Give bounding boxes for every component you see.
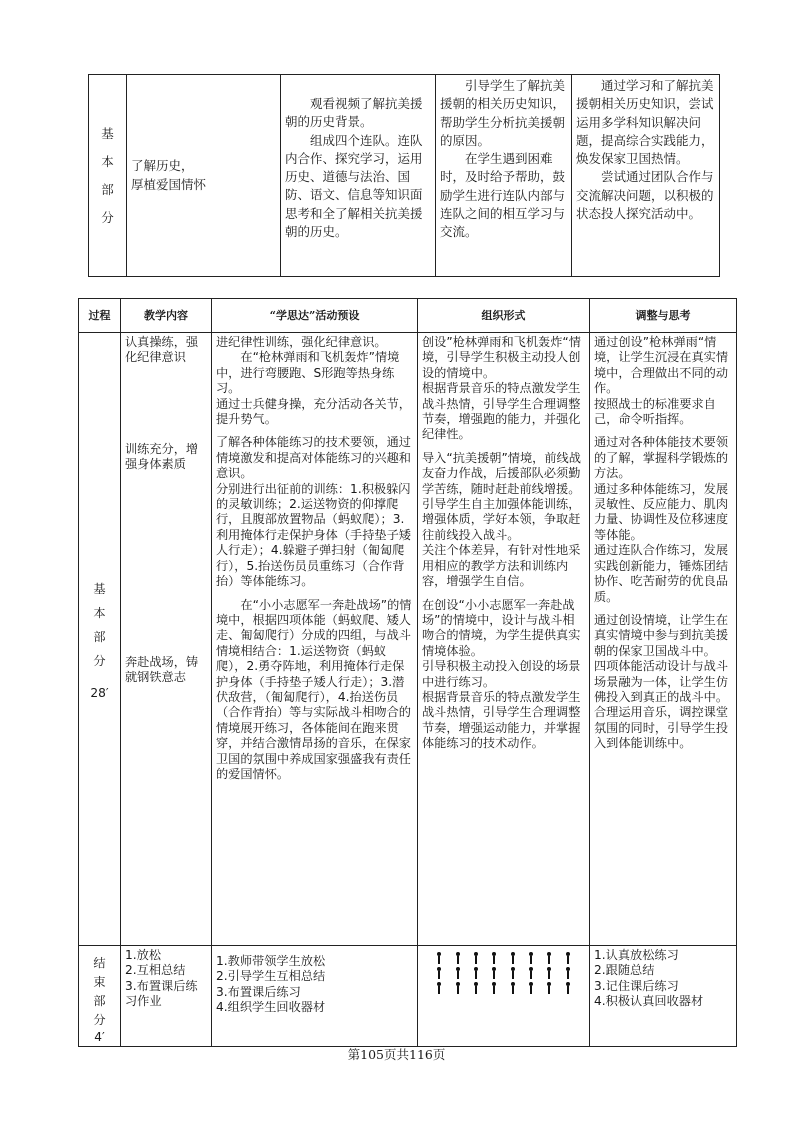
end-reflection-cell: [590, 946, 737, 1047]
end-activity-2: 2.引导学生互相总结: [216, 969, 326, 984]
organization-o5: 在创设“小小志愿军一奔赴战场”的情境中，设计与战斗相吻合的情境，为学生提供真实情境体验。: [422, 597, 581, 658]
reflection-r7: 四项体能活动设计与战斗场景融为一体，让学生仿佛投入到真正的战斗中。: [594, 659, 729, 704]
content-cell: [127, 75, 281, 277]
end-content-2: 2.互相总结: [125, 963, 186, 978]
activity-a1: 进纪律性训练，强化纪律意识。: [216, 335, 387, 349]
activity-para-2: 组成四个连队。连队内合作、探究学习，运用历史、道德与法治、国防、语文、信息等知识面思考和全了解相关抗美援朝的历史。: [285, 132, 423, 240]
end-organization-cell: [418, 946, 590, 1047]
main-lesson-table: [78, 298, 737, 1047]
reflection-para-2: 尝试通过团队合作与交流解决问题，以积极的状态投人探究活动中。: [576, 169, 714, 222]
end-process-cell: [79, 946, 121, 1047]
end-reflection-4: 4.积极认真回收器材: [594, 994, 704, 1009]
basic-process-label: 基本部分: [93, 582, 106, 668]
reflection-r1: 通过创设”枪林弹雨“情境，让学生沉浸在真实情境中，合理做出不同的动作。: [594, 335, 729, 396]
basic-activity-cell: [212, 333, 418, 946]
end-reflection-1: 1.认真放松练习: [594, 948, 679, 962]
basic-reflection-cell: [590, 333, 737, 946]
end-reflection-3: 3.记住课后练习: [594, 978, 679, 993]
header-activity: “学思达”活动预设: [212, 299, 418, 333]
reflection-cell: [572, 75, 720, 277]
basic-time: 28′: [90, 686, 109, 700]
upper-lesson-table: [88, 74, 720, 277]
organization-o6: 引导积极主动投入创设的场景中进行练习。: [422, 659, 581, 689]
student-formation-icon: [422, 948, 585, 994]
header-organization: 组织形式: [418, 299, 590, 333]
activity-a2: 在“枪林弹雨和飞机轰炸”情境中，进行弯腰跑、S形跑等热身练习。: [216, 350, 400, 396]
basic-row: [79, 333, 737, 946]
organization-o1: 创设”枪林弹雨和飞机轰炸“情境，引导学生积极主动投人创设的情境中。: [422, 335, 581, 380]
activity-cell: [281, 75, 436, 277]
basic-content-3: 奔赴战场，铸就钢铁意志: [125, 654, 199, 685]
content-line-1: 了解历史，: [131, 158, 194, 174]
organization-o2: 根据背景音乐的特点激发学生战斗热情，引导学生合理调整节奏，增强跑的能力，并强化纪律性。: [422, 381, 581, 442]
organization-o7: 根据背景音乐的特点激发学生战斗热情，引导学生合理调整节奏，增强运动能力，并掌握体能练习的技术动作。: [422, 689, 581, 751]
process-cell: [89, 75, 127, 277]
end-content-3: 3.布置课后练习作业: [125, 978, 198, 1009]
end-activity-cell: [212, 946, 418, 1047]
reflection-para-1: 通过学习和了解抗美援朝相关历史知识，尝试运用多学科知识解决问题，提高综合实践能力，焕发保家卫国热情。: [576, 78, 714, 167]
end-time: 4′: [94, 1030, 105, 1044]
reflection-r4: 通过多种体能练习，发展灵敏性、反应能力、肌肉力量、协调性及位移速度等体能。: [594, 481, 729, 542]
organization-para-2: 在学生遇到困难时，及时给予帮助，鼓励学生进行连队内部与连队之间的相互学习与交流。: [440, 151, 566, 240]
process-label: 基本部分: [101, 125, 114, 225]
basic-content-2: 训练充分，增强身体素质: [125, 441, 199, 472]
basic-content-cell: [121, 333, 212, 946]
organization-cell: [436, 75, 572, 277]
end-activity-3: 3.布置课后练习: [216, 984, 301, 999]
header-row: [79, 299, 737, 333]
reflection-r5: 通过连队合作练习，发展实践创新能力，锤炼团结协作、吃苦耐劳的优良品质。: [594, 543, 729, 604]
basic-process-cell: [79, 333, 121, 946]
end-activity-4: 4.组织学生回收器材: [216, 1000, 326, 1015]
activity-a3: 通过士兵健身操，充分活动各关节，提升势气。: [216, 396, 411, 427]
end-content-1: 1.放松: [125, 948, 162, 962]
organization-o3: 导入“抗美援朝”情境，前线战友奋力作战，后援部队必须勤学苦练，随时赶赴前线增援。引导学生自主加强体能训练，增强体质，学好本领，争取赶往前线投入战斗。: [422, 450, 581, 542]
reflection-r6: 通过创设情境，让学生在真实情境中参与到抗美援朝的保家卫国战斗中。: [594, 612, 729, 658]
page-footer: 第105页共116页: [347, 1047, 446, 1062]
basic-content-1: 认真操练，强化纪律意识: [125, 335, 199, 365]
reflection-r8: 合理运用音乐，调控课堂氛围的同时，引导学生投入到体能训练中。: [594, 705, 729, 751]
activity-para-1: 观看视频了解抗美援朝的历史背景。: [285, 96, 423, 130]
header-reflection: 调整与思考: [590, 299, 737, 333]
end-row: [79, 946, 737, 1047]
end-reflection-2: 2.跟随总结: [594, 963, 655, 978]
content-line-2: 厚植爱国情怀: [131, 176, 207, 192]
reflection-r2: 按照战士的标准要求自己，命令听指挥。: [594, 396, 716, 427]
end-activity-1: 1.教师带领学生放松: [216, 954, 326, 968]
header-process: 过程: [79, 299, 121, 333]
organization-o4: 关注个体差异，有针对性地采用相应的教学方法和训练内容，增强学生自信。: [422, 543, 581, 589]
organization-para-1: 引导学生了解抗美援朝的相关历史知识，帮助学生分析抗美援朝的原因。: [440, 78, 566, 148]
end-process-label: 结束部分: [93, 956, 106, 1027]
reflection-r3: 通过对各种体能技术要领的了解，掌握科学锻炼的方法。: [594, 435, 729, 481]
activity-a5: 分别进行出征前的训练：1.积极躲闪的灵敏训练；2.运送物资的仰撑爬行，且腹部放置物品（蚂蚁爬）；3.利用掩体行走保护身体（手持垫子矮人行走）；4.躲避子弹扫射（匍匐爬行），5.抬送伤员员重练习（合作背抬）等体能练习。: [216, 481, 411, 589]
header-content: 教学内容: [121, 299, 212, 333]
end-content-cell: [121, 946, 212, 1047]
activity-a6: 在“小小志愿军一奔赴战场”的情境中，根据四项体能（蚂蚁爬、矮人走、匍匐爬行）分成的四组，与战斗情境相结合：1.运送物资（蚂蚁爬），2.勇夺阵地，利用掩体行走保护身体（手持垫子矮人行走）；3.潜伏敌营，（匍匐爬行），4.抬送伤员（合作背抬）等与实际战斗相吻合的情境展开练习，各体能间在跑来贯穿，并结合激情昂扬的音乐，在保家卫国的氛围中养成国家强盛我有责任的爱国情怀。: [216, 597, 412, 781]
activity-a4: 了解各种体能练习的技术要领，通过情境激发和提高对体能练习的兴趣和意识。: [216, 435, 411, 481]
basic-organization-cell: [418, 333, 590, 946]
